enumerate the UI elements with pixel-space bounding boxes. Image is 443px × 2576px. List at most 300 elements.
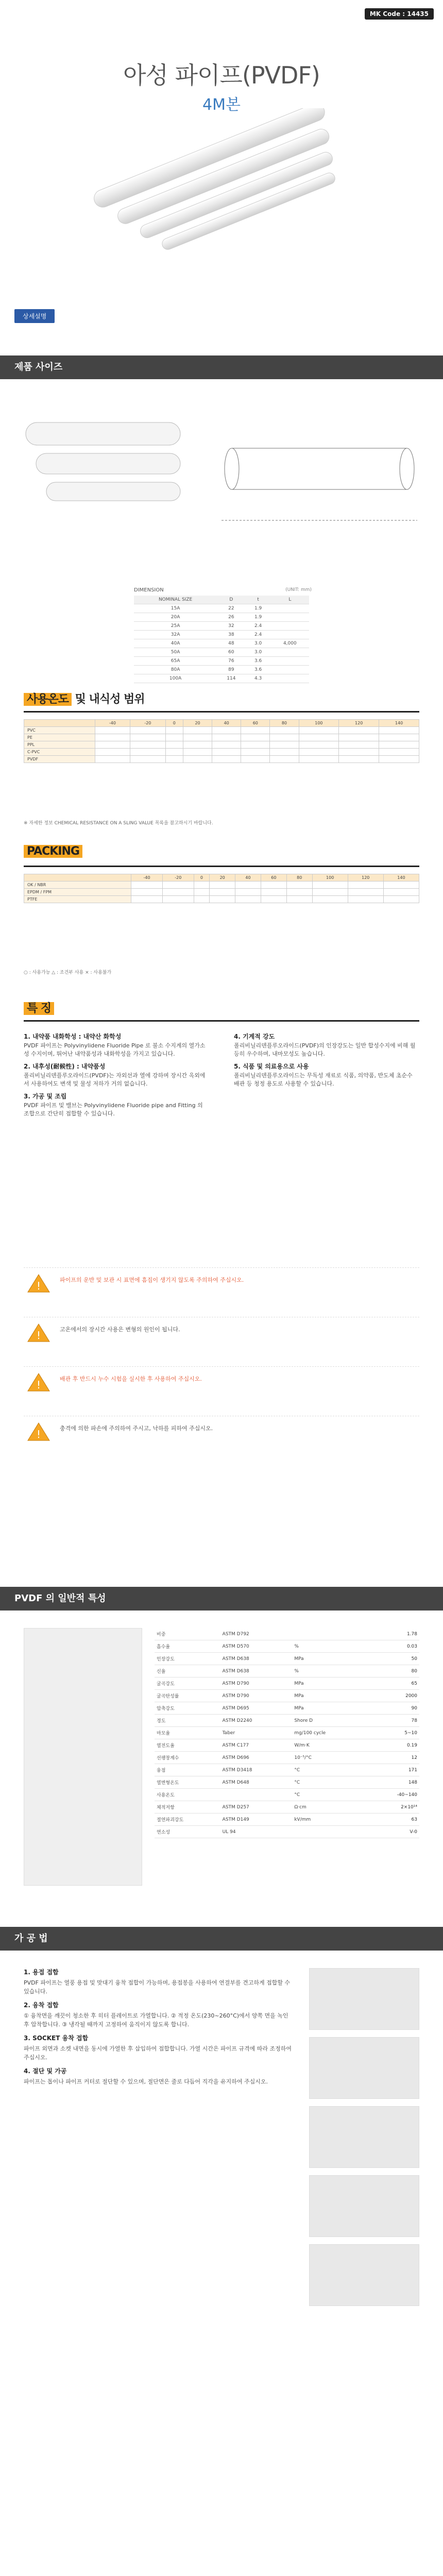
dimension-header: D (217, 596, 245, 604)
feature-heading: 5. 식품 및 의료용으로 사용 (234, 1063, 309, 1070)
dimension-unit: (UNIT: mm) (285, 587, 312, 592)
property-unit (292, 1628, 367, 1640)
chem-cell (165, 749, 183, 756)
chem-row (24, 727, 419, 734)
packing-cell (162, 896, 194, 903)
packing-cell (286, 889, 312, 896)
property-method (220, 1789, 293, 1801)
packing-row (24, 889, 419, 896)
chem-temp-header: 120 (339, 720, 379, 727)
property-unit: °C (292, 1776, 367, 1789)
property-value: 78 (367, 1715, 419, 1727)
dimension-cell: 1.9 (246, 613, 271, 622)
property-value: 5~10 (367, 1727, 419, 1739)
dimension-row (134, 631, 309, 639)
warning-row (24, 1317, 419, 1348)
chem-cell (130, 756, 165, 763)
processing-step-text: PVDF 파이프는 열풍 용접 및 맞대기 융착 접합이 가능하며, 용접봉을 사용하여 연결부를 견고하게 접합할 수 있습니다. (24, 1979, 291, 1995)
property-row (155, 1764, 419, 1776)
chem-row (24, 749, 419, 756)
warning-text: 충격에 의한 파손에 주의하여 주시고, 낙하를 피하여 주십시오. (60, 1425, 213, 1432)
packing-cell (383, 889, 419, 896)
property-row (155, 1814, 419, 1826)
processing-step-heading: 3. SOCKET 융착 접합 (24, 2035, 89, 2042)
property-unit: Shore D (292, 1715, 367, 1727)
property-value: 0.03 (367, 1640, 419, 1653)
packing-cell (194, 882, 210, 889)
packing-cell (162, 889, 194, 896)
property-name: 비중 (155, 1628, 220, 1640)
packing-temp-header: 40 (235, 874, 261, 882)
chem-cell (241, 756, 270, 763)
property-value: V-0 (367, 1826, 419, 1838)
property-value: 148 (367, 1776, 419, 1789)
dimension-cell (271, 631, 309, 639)
property-name: 사용온도 (155, 1789, 220, 1801)
chem-cell (212, 734, 241, 741)
dimension-cell: 20A (134, 613, 217, 622)
chem-cell (95, 727, 130, 734)
warning-row (24, 1267, 419, 1298)
chem-row-label: PPL (24, 741, 95, 749)
packing-cell (131, 896, 163, 903)
processing-photo-4 (309, 2175, 419, 2237)
dimension-cell: 65A (134, 657, 217, 666)
feature-text: 폴리비닐리덴플루오라이드는 무독성 재료로 식품, 의약품, 반도체 초순수 배관 등 청정 용도로 사용할 수 있습니다. (234, 1072, 413, 1087)
property-method: ASTM D570 (220, 1640, 293, 1653)
chem-cell (379, 734, 419, 741)
chem-cell (379, 741, 419, 749)
property-name: 융점 (155, 1764, 220, 1776)
property-row (155, 1628, 419, 1640)
chem-row (24, 741, 419, 749)
chem-title-highlight: 사용온도 (24, 693, 72, 706)
warning-text: 배관 후 반드시 누수 시험을 실시한 후 사용하여 주십시오. (60, 1376, 202, 1382)
property-unit: °C (292, 1789, 367, 1801)
chem-temp-header: 60 (241, 720, 270, 727)
property-unit: °C (292, 1764, 367, 1776)
dimension-cell (271, 666, 309, 674)
property-method: Taber (220, 1727, 293, 1739)
chem-note: ※ 자세한 정보 CHEMICAL RESISTANCE ON A SLING VALUE 목록을 참고하시기 바랍니다. (24, 821, 213, 826)
property-value: 171 (367, 1764, 419, 1776)
svg-text:!: ! (36, 1280, 41, 1292)
packing-header-blank (24, 874, 131, 882)
property-row (155, 1739, 419, 1752)
chem-cell (270, 756, 299, 763)
property-method: ASTM D638 (220, 1665, 293, 1677)
processing-photo-1 (309, 1968, 419, 2030)
property-row (155, 1640, 419, 1653)
feature-heading: 1. 내약품 내화학성 : 내약산 화학성 (24, 1033, 122, 1040)
property-value: 2000 (367, 1690, 419, 1702)
packing-cell (261, 896, 286, 903)
chem-header-blank (24, 720, 95, 727)
svg-text:!: ! (36, 1379, 41, 1391)
property-method: ASTM D257 (220, 1801, 293, 1814)
section-properties-title: PVDF 의 일반적 특성 (0, 1587, 443, 1611)
feature-text: 폴리비닐리덴플루오라이드(PVDF)의 인장강도는 일반 합성수지에 비해 월등히 우수하며, 내마모성도 높습니다. (234, 1042, 416, 1057)
product-subtitle: 4M본 (202, 96, 241, 114)
property-unit: MPa (292, 1677, 367, 1690)
chem-cell (339, 741, 379, 749)
chem-cell (183, 741, 212, 749)
dimension-cell: 22 (217, 604, 245, 613)
packing-cell (210, 896, 235, 903)
packing-row (24, 882, 419, 889)
feature-heading: 3. 가공 및 조립 (24, 1093, 67, 1100)
chem-cell (95, 741, 130, 749)
chem-row-label: C-PVC (24, 749, 95, 756)
properties-table (155, 1628, 419, 1838)
processing-step-heading: 4. 절단 및 가공 (24, 2067, 67, 2075)
warning-icon (27, 1273, 50, 1294)
chem-cell (339, 734, 379, 741)
section-processing-title: 가 공 법 (0, 1927, 443, 1951)
dimension-cell: 50A (134, 648, 217, 657)
packing-cell (235, 889, 261, 896)
dimension-cell: 3.6 (246, 666, 271, 674)
property-value: 65 (367, 1677, 419, 1690)
chem-temp-header: -20 (130, 720, 165, 727)
property-name: 굴곡강도 (155, 1677, 220, 1690)
packing-table (24, 874, 419, 903)
property-unit: W/m·K (292, 1739, 367, 1752)
chem-cell (299, 727, 339, 734)
feature-text: 폴리비닐리덴플루오라이드(PVDF)는 자외선과 열에 강하며 장시간 옥외에서 사용하여도 변색 및 물성 저하가 거의 없습니다. (24, 1072, 206, 1087)
processing-step-text: 파이프 외면과 소켓 내면을 동시에 가열한 후 삽입하여 접합합니다. 가열 시간은 파이프 규격에 따라 조정하여 주십시오. (24, 2045, 292, 2061)
dimension-cell: 48 (217, 639, 245, 648)
packing-cell (348, 882, 383, 889)
chem-row-label: PVDF (24, 756, 95, 763)
property-value: 12 (367, 1752, 419, 1764)
chem-cell (270, 727, 299, 734)
chem-cell (270, 734, 299, 741)
property-name: 굴곡탄성률 (155, 1690, 220, 1702)
dimension-cell: 2.4 (246, 622, 271, 631)
property-row (155, 1776, 419, 1789)
property-name: 신율 (155, 1665, 220, 1677)
property-name: 압축강도 (155, 1702, 220, 1715)
property-method: ASTM D3418 (220, 1764, 293, 1776)
chem-cell (95, 749, 130, 756)
property-unit (292, 1826, 367, 1838)
packing-temp-header: 140 (383, 874, 419, 882)
property-method: ASTM D790 (220, 1677, 293, 1690)
packing-cell (348, 889, 383, 896)
dimension-cell: 40A (134, 639, 217, 648)
dimension-row (134, 604, 309, 613)
dimension-row (134, 648, 309, 657)
processing-step-text: ① 융착면을 깨끗이 청소한 후 히터 플레이트로 가열합니다. ② 적정 온도(230~260°C)에서 양쪽 면을 녹인 후 압착합니다. ③ 냉각될 때까지 고정하여 움직이지 않도록 합니다. (24, 2012, 288, 2028)
warning-row (24, 1366, 419, 1397)
dimension-row (134, 674, 309, 683)
dimension-cell: 60 (217, 648, 245, 657)
pvdf-sample-photo (24, 1628, 142, 1886)
chem-cell (130, 727, 165, 734)
processing-photos (309, 1968, 419, 2313)
property-name: 선팽창계수 (155, 1752, 220, 1764)
chem-temp-header: 100 (299, 720, 339, 727)
property-row (155, 1677, 419, 1690)
dimension-cell: 76 (217, 657, 245, 666)
property-row (155, 1715, 419, 1727)
packing-cell (383, 882, 419, 889)
packing-temp-header: -40 (131, 874, 163, 882)
packing-section-title: PACKING (24, 845, 82, 858)
chem-cell (212, 756, 241, 763)
property-row (155, 1752, 419, 1764)
svg-text:!: ! (36, 1428, 41, 1440)
dimension-cell (271, 604, 309, 613)
chem-cell (165, 741, 183, 749)
packing-cell (286, 896, 312, 903)
dimension-cell: 4.3 (246, 674, 271, 683)
property-method: ASTM D792 (220, 1628, 293, 1640)
feature-text: PVDF 파이프는 Polyvinylidene Fluoride Pipe 로 불소 수지계의 열가소성 수지이며, 뛰어난 내약품성과 내화학성을 가지고 있습니다. (24, 1042, 206, 1057)
chem-cell (379, 727, 419, 734)
chem-cell (241, 727, 270, 734)
property-name: 인장강도 (155, 1653, 220, 1665)
chem-cell (212, 727, 241, 734)
chem-cell (241, 749, 270, 756)
dimension-cell: 26 (217, 613, 245, 622)
dimension-cell (271, 657, 309, 666)
property-name: 마모율 (155, 1727, 220, 1739)
features-right-column (234, 1028, 419, 1088)
chem-cell (165, 756, 183, 763)
warning-text: 고온에서의 장시간 사용은 변형의 원인이 됩니다. (60, 1326, 180, 1333)
chem-table (24, 719, 419, 763)
packing-temp-header: 100 (312, 874, 348, 882)
property-value: 50 (367, 1653, 419, 1665)
chem-cell (379, 756, 419, 763)
packing-cell (210, 882, 235, 889)
chem-cell (299, 756, 339, 763)
processing-photo-2 (309, 2037, 419, 2099)
packing-temp-header: 120 (348, 874, 383, 882)
dimension-row (134, 657, 309, 666)
dimension-row (134, 622, 309, 631)
packing-legend: ○ : 사용가능 △ : 조건부 사용 × : 사용불가 (24, 970, 112, 975)
property-method: ASTM D638 (220, 1653, 293, 1665)
dimension-cell: 3.0 (246, 639, 271, 648)
feature-heading: 2. 내후성(耐候性) : 내약품성 (24, 1063, 106, 1070)
chem-cell (183, 734, 212, 741)
size-drawing (15, 392, 428, 567)
property-name: 열변형온도 (155, 1776, 220, 1789)
dimension-cell: 25A (134, 622, 217, 631)
chem-cell (95, 734, 130, 741)
dimension-cell: 4,000 (271, 639, 309, 648)
property-name: 흡수율 (155, 1640, 220, 1653)
chem-cell (339, 727, 379, 734)
warning-icon (27, 1421, 50, 1442)
dimension-cell: 89 (217, 666, 245, 674)
chem-cell (270, 749, 299, 756)
dimension-cell: 15A (134, 604, 217, 613)
processing-steps (24, 1963, 292, 2086)
packing-cell (312, 889, 348, 896)
chem-cell (241, 741, 270, 749)
packing-cell (162, 882, 194, 889)
property-unit: MPa (292, 1702, 367, 1715)
property-name: 절연파괴강도 (155, 1814, 220, 1826)
chem-cell (130, 749, 165, 756)
chem-cell (299, 734, 339, 741)
packing-cell (131, 882, 163, 889)
dimension-cell (271, 648, 309, 657)
section-size-title: 제품 사이즈 (0, 355, 443, 379)
mk-code-badge: MK Code : 14435 (365, 8, 434, 20)
dimension-cell: 100A (134, 674, 217, 683)
property-name: 열전도율 (155, 1739, 220, 1752)
packing-cell (235, 896, 261, 903)
dimension-cell (271, 622, 309, 631)
chem-row-label: PVC (24, 727, 95, 734)
property-unit: % (292, 1640, 367, 1653)
property-value: 80 (367, 1665, 419, 1677)
property-row (155, 1653, 419, 1665)
chem-cell (339, 756, 379, 763)
chem-temp-header: 40 (212, 720, 241, 727)
dimension-cell: 32A (134, 631, 217, 639)
chem-temp-header: 0 (165, 720, 183, 727)
processing-photo-3 (309, 2106, 419, 2168)
property-method: ASTM D790 (220, 1690, 293, 1702)
pipe-product-image (67, 108, 376, 263)
warning-icon (27, 1323, 50, 1343)
warning-text: 파이프의 운반 및 보관 시 표면에 흠집이 생기지 않도록 주의하여 주십시오. (60, 1277, 244, 1283)
property-name: 경도 (155, 1715, 220, 1727)
property-value: 63 (367, 1814, 419, 1826)
packing-cell (348, 896, 383, 903)
product-title: 아성 파이프(PVDF) (123, 61, 320, 89)
chem-cell (379, 749, 419, 756)
detail-button[interactable]: 상세설명 (14, 309, 55, 323)
property-unit: 10⁻⁵/°C (292, 1752, 367, 1764)
chem-cell (130, 741, 165, 749)
dimension-title: DIMENSION (134, 587, 164, 593)
property-unit: MPa (292, 1653, 367, 1665)
dimension-cell: 3.6 (246, 657, 271, 666)
packing-temp-header: 0 (194, 874, 210, 882)
dimension-cell: 38 (217, 631, 245, 639)
chem-temp-header: 20 (183, 720, 212, 727)
chem-temp-header: 140 (379, 720, 419, 727)
property-name: 체적저항 (155, 1801, 220, 1814)
property-method: ASTM D149 (220, 1814, 293, 1826)
processing-step-heading: 2. 융착 접합 (24, 2002, 59, 2009)
packing-cell (286, 882, 312, 889)
dimension-cell: 2.4 (246, 631, 271, 639)
chem-row (24, 756, 419, 763)
chem-row-label: PE (24, 734, 95, 741)
property-method: UL 94 (220, 1826, 293, 1838)
property-name: 연소성 (155, 1826, 220, 1838)
processing-photo-5 (309, 2244, 419, 2306)
packing-cell (312, 896, 348, 903)
chem-cell (299, 741, 339, 749)
property-method: ASTM D2240 (220, 1715, 293, 1727)
features-title: 특 징 (24, 999, 54, 1015)
warning-icon (27, 1372, 50, 1393)
dimension-cell: 3.0 (246, 648, 271, 657)
feature-text: PVDF 파이프 및 밸브는 Polyvinylidene Fluoride pipe and Fitting 의 조합으로 간단히 접합할 수 있습니다. (24, 1102, 203, 1117)
dimension-header: L (271, 596, 309, 604)
packing-cell (131, 889, 163, 896)
packing-row (24, 896, 419, 903)
dimension-row (134, 666, 309, 674)
chem-cell (212, 741, 241, 749)
property-method: ASTM D696 (220, 1752, 293, 1764)
property-unit: Ω·cm (292, 1801, 367, 1814)
dimension-cell (271, 674, 309, 683)
dimension-cell (271, 613, 309, 622)
property-method: ASTM C177 (220, 1739, 293, 1752)
processing-step-heading: 1. 용접 접합 (24, 1969, 59, 1976)
chem-title-rest: 및 내식성 범위 (72, 693, 145, 706)
dimension-cell: 1.9 (246, 604, 271, 613)
dimension-header: NOMINAL SIZE (134, 596, 217, 604)
property-value: 90 (367, 1702, 419, 1715)
property-value: 1.78 (367, 1628, 419, 1640)
packing-row-label: EPDM / FPM (24, 889, 131, 896)
chem-cell (212, 749, 241, 756)
features-left-column (24, 1028, 209, 1118)
packing-temp-header: -20 (162, 874, 194, 882)
property-row (155, 1702, 419, 1715)
property-row (155, 1789, 419, 1801)
packing-row-label: OK / NBR (24, 882, 131, 889)
chem-cell (241, 734, 270, 741)
chem-cell (270, 741, 299, 749)
packing-row-label: PTFE (24, 896, 131, 903)
dimension-cell: 114 (217, 674, 245, 683)
chem-row (24, 734, 419, 741)
packing-cell (194, 889, 210, 896)
dimension-cell: 32 (217, 622, 245, 631)
chem-cell (339, 749, 379, 756)
packing-temp-header: 60 (261, 874, 286, 882)
chem-section-title (24, 690, 145, 706)
chem-temp-header: -40 (95, 720, 130, 727)
property-unit: % (292, 1665, 367, 1677)
packing-cell (312, 882, 348, 889)
property-method: ASTM D648 (220, 1776, 293, 1789)
property-method: ASTM D695 (220, 1702, 293, 1715)
property-unit: mg/100 cycle (292, 1727, 367, 1739)
property-value: 2×10¹⁴ (367, 1801, 419, 1814)
property-row (155, 1690, 419, 1702)
packing-cell (261, 889, 286, 896)
feature-heading: 4. 기계적 강도 (234, 1033, 275, 1040)
chem-cell (183, 727, 212, 734)
packing-temp-header: 20 (210, 874, 235, 882)
chem-cell (183, 756, 212, 763)
chem-cell (130, 734, 165, 741)
property-value: -40~140 (367, 1789, 419, 1801)
packing-cell (261, 882, 286, 889)
property-row (155, 1665, 419, 1677)
chem-cell (165, 734, 183, 741)
chem-temp-header: 80 (270, 720, 299, 727)
property-unit: MPa (292, 1690, 367, 1702)
dimension-row (134, 613, 309, 622)
dimension-cell: 80A (134, 666, 217, 674)
chem-cell (95, 756, 130, 763)
packing-cell (235, 882, 261, 889)
